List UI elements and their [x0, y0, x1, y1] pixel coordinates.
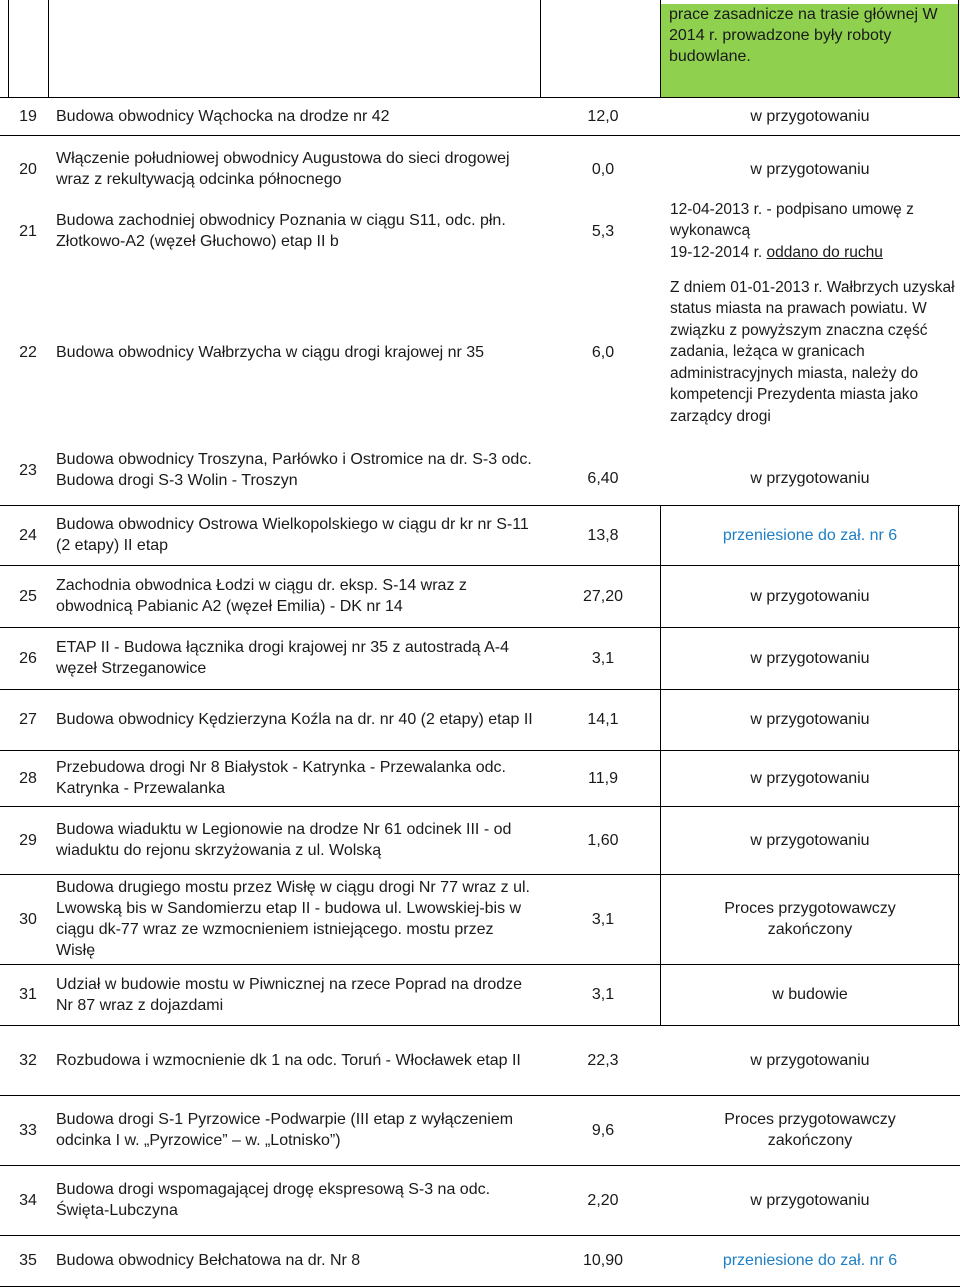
row-number: 35 — [19, 1252, 37, 1269]
length-km: 11,9 — [588, 769, 618, 787]
status-text: w przygotowaniu — [750, 1191, 870, 1209]
status-text: prace zasadnicze na trasie głównej W 2014 r. prowadzone były roboty budowlane. — [669, 6, 938, 65]
length-km: 0,0 — [591, 160, 615, 178]
length-km: 9,6 — [591, 1121, 615, 1139]
length-km: 3,1 — [591, 910, 615, 928]
length-km: 22,3 — [587, 1051, 619, 1069]
length-km: 3,1 — [591, 986, 615, 1003]
status-text: w przygotowaniu — [750, 711, 870, 728]
status-text: w przygotowaniu — [750, 587, 870, 605]
length-km: 13,8 — [587, 526, 619, 544]
status-text: w przygotowaniu — [750, 1051, 870, 1069]
table-row — [0, 750, 960, 806]
status-text: w przygotowaniu — [750, 469, 870, 487]
table-row — [0, 97, 960, 135]
length-km: 14,1 — [587, 711, 619, 728]
road-name: Budowa obwodnicy Kędzierzyna Koźla na dr. nr 40 (2 etapy) etap II — [56, 711, 533, 728]
road-name: Budowa drugiego mostu przez Wisłę w ciągu drogi Nr 77 wraz z ul. Lwowską bis w Sandomierzu etap II - budowa ul. Lwowskiej-bis w ciągu dk-77 wraz ze wzmocnieniem istniejącego. mostu przez Wisłę — [56, 879, 530, 959]
table-row — [0, 198, 960, 264]
status-line — [670, 242, 883, 264]
status-text: Proces przygotowawczy zakończony — [724, 900, 896, 938]
row-number: 26 — [19, 649, 37, 667]
length-km: 6,0 — [591, 343, 615, 361]
status-cell — [662, 198, 958, 264]
table-row — [0, 264, 960, 440]
road-name: Udział w budowie mostu w Piwnicznej na rzece Poprad na drodze Nr 87 wraz z dojazdami — [56, 975, 523, 1014]
road-name: Przebudowa drogi Nr 8 Białystok - Katrynka - Przewalanka odc. Katrynka - Przewalanka — [56, 759, 506, 797]
row-number: 33 — [19, 1121, 37, 1139]
status-text: w przygotowaniu — [750, 769, 870, 787]
status-text: oddano do ruchu — [766, 243, 883, 261]
table-row — [0, 627, 960, 689]
road-name: Budowa drogi S-1 Pyrzowice -Podwarpie (III etap z wyłączeniem odcinka I w. „Pyrzowice” – w. „Lotnisko”) — [56, 1111, 514, 1149]
status-text: w przygotowaniu — [750, 831, 870, 849]
row-number: 25 — [19, 587, 37, 605]
table-row — [0, 1235, 960, 1286]
row-number: 21 — [19, 222, 37, 240]
row-number: 28 — [19, 769, 37, 787]
table-row — [0, 689, 960, 750]
row-number: 34 — [19, 1191, 37, 1209]
table-row — [0, 140, 960, 198]
status-text: w przygotowaniu — [750, 160, 870, 178]
row-number: 23 — [19, 461, 37, 479]
status-cell — [661, 4, 958, 97]
length-km: 10,90 — [582, 1252, 624, 1269]
road-name: Włączenie południowej obwodnicy Augustowa do sieci drogowej wraz z rekultywacją odcinka północnego — [56, 150, 510, 188]
road-name: Budowa obwodnicy Ostrowa Wielkopolskiego w ciągu dr kr nr S-11 (2 etapy) II etap — [56, 516, 529, 554]
status-text: 12-04-2013 r. - podpisano umowę z wykonawcą — [670, 200, 914, 240]
road-name: Rozbudowa i wzmocnienie dk 1 na odc. Toruń - Włocławek etap II — [56, 1051, 521, 1069]
row-number: 19 — [19, 107, 37, 125]
road-name: Budowa drogi wspomagającej drogę ekspresową S-3 na odc. Święta-Lubczyna — [56, 1181, 491, 1219]
table-row — [0, 806, 960, 874]
table-row — [0, 505, 960, 565]
road-name: Budowa wiaduktu w Legionowie na drodze Nr 61 odcinek III - od wiaduktu do rejonu skrzyżowania z ul. Wolską — [56, 821, 512, 859]
row-number: 24 — [19, 526, 37, 544]
status-text: w przygotowaniu — [750, 107, 870, 125]
road-name: Budowa obwodnicy Wąchocka na drodze nr 42 — [56, 107, 390, 125]
length-km: 27,20 — [582, 587, 624, 605]
grid-line — [0, 135, 960, 136]
road-name: Budowa obwodnicy Wałbrzycha w ciągu drogi krajowej nr 35 — [56, 343, 485, 361]
table-row — [0, 440, 960, 500]
length-km: 3,1 — [591, 649, 615, 667]
row-number: 30 — [19, 910, 37, 928]
table-row — [0, 964, 960, 1025]
length-km: 5,3 — [591, 222, 615, 240]
status-text: w budowie — [772, 986, 848, 1003]
road-name: Budowa zachodniej obwodnicy Poznania w ciągu S11, odc. płn. Złotkowo-A2 (węzeł Głuchowo) etap II b — [56, 212, 506, 250]
row-number: 32 — [19, 1051, 37, 1069]
row-number: 22 — [19, 343, 37, 361]
table-row — [0, 874, 960, 964]
length-km: 2,20 — [587, 1191, 619, 1209]
status-text: przeniesione do zał. nr 6 — [722, 1252, 898, 1269]
table-row — [0, 0, 960, 97]
status-text: w przygotowaniu — [750, 649, 870, 667]
row-number: 29 — [19, 831, 37, 849]
road-name: Budowa obwodnicy Troszyna, Parłówko i Ostromice na dr. S-3 odc. Budowa drogi S-3 Wolin - Troszyn — [56, 451, 532, 489]
road-name: ETAP II - Budowa łącznika drogi krajowej nr 35 z autostradą A-4 węzeł Strzeganowice — [56, 639, 509, 677]
row-number: 27 — [19, 711, 37, 728]
status-text: Z dniem 01-01-2013 r. Wałbrzych uzyskał status miasta na prawach powiatu. W związku z powyższym znaczna część zadania, leżąca w granicach administracyjnych miasta, należy do kompetencji Prezydenta miasta jako zarządcy drogi — [670, 278, 955, 425]
table-row — [0, 1095, 960, 1165]
length-km: 1,60 — [587, 831, 619, 849]
length-km: 12,0 — [587, 107, 619, 125]
length-km: 6,40 — [587, 469, 619, 487]
table-row — [0, 1025, 960, 1095]
status-text: Proces przygotowawczy zakończony — [724, 1111, 896, 1149]
road-name: Budowa obwodnicy Bełchatowa na dr. Nr 8 — [56, 1252, 361, 1269]
road-name: Zachodnia obwodnica Łodzi w ciągu dr. eksp. S-14 wraz z obwodnicą Pabianic A2 (węzeł Emilia) - DK nr 14 — [56, 577, 467, 615]
table-row — [0, 565, 960, 627]
table-row — [0, 1165, 960, 1235]
status-text: przeniesione do zał. nr 6 — [722, 526, 898, 544]
row-number: 31 — [19, 986, 37, 1003]
row-number: 20 — [19, 160, 37, 178]
status-date: 19-12-2014 r. — [670, 243, 763, 261]
